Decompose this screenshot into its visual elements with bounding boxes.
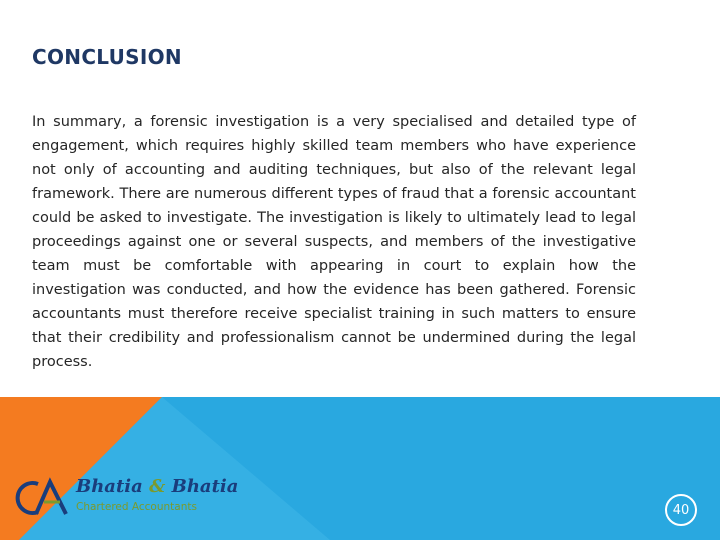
page-number: 40 [665,494,697,526]
logo-name [76,476,238,497]
logo-ampersand: & [149,476,166,497]
slide-title: CONCLUSION [32,45,182,69]
logo-name-part2: Bhatia [171,476,239,497]
logo-subtitle: Chartered Accountants [76,501,197,513]
logo-name-part1: Bhatia [76,476,143,497]
ca-logo-icon [14,476,74,520]
conclusion-paragraph: In summary, a forensic investigation is a very specialised and detailed type of engagement, which requires highly skilled team members who have experience not only of accounting and auditing techniques, but also of the relevant legal framework. There are numerous different types of fraud that a forensic accountant could be asked to investigate. The investigation is likely to ultimately lead to legal proceedings against one or several suspects, and members of the investigative team must be comfortable with appearing in court to explain how the investigation was conducted, and how the evidence has been gathered. Forensic accountants must therefore receive specialist training in such matters to ensure that their credibility and professionalism cannot be undermined during the legal process. [32,114,636,370]
company-logo [14,476,254,520]
